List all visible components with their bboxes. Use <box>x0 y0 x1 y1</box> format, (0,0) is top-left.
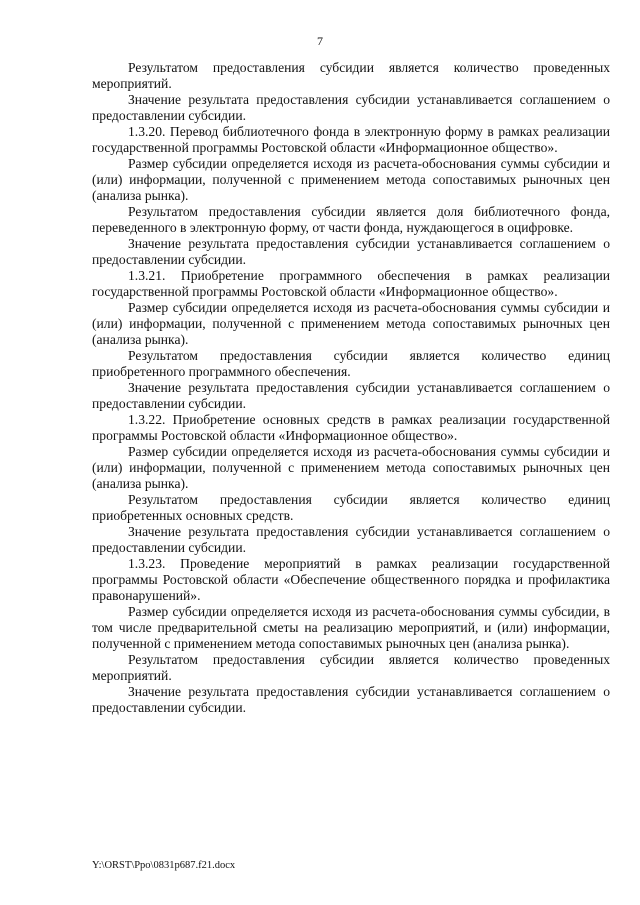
paragraph-result-value-2: Значение результата предоставления субсидии устанавливается соглашением о предоставлении субсидии. <box>92 236 610 267</box>
paragraph-result-fixed-assets: Результатом предоставления субсидии является количество единиц приобретенных основных средств. <box>92 492 610 523</box>
paragraph-section-1-3-22: 1.3.22. Приобретение основных средств в рамках реализации государственной программы Ростовской области «Информационное общество». <box>92 412 610 443</box>
paragraph-result-value-1: Значение результата предоставления субсидии устанавливается соглашением о предоставлении субсидии. <box>92 92 610 123</box>
paragraph-section-1-3-21: 1.3.21. Приобретение программного обеспечения в рамках реализации государственной программы Ростовской области «Информационное общество». <box>92 268 610 299</box>
paragraph-result-software: Результатом предоставления субсидии является количество единиц приобретенного программного обеспечения. <box>92 348 610 379</box>
paragraph-result-value-3: Значение результата предоставления субсидии устанавливается соглашением о предоставлении субсидии. <box>92 380 610 411</box>
paragraph-subsidy-size-2: Размер субсидии определяется исходя из расчета-обоснования суммы субсидии и (или) информации, полученной с применением метода сопоставимых рыночных цен (анализа рынка). <box>92 300 610 347</box>
document-body <box>92 60 610 716</box>
paragraph-result-value-5: Значение результата предоставления субсидии устанавливается соглашением о предоставлении субсидии. <box>92 684 610 715</box>
paragraph-subsidy-size-1: Размер субсидии определяется исходя из расчета-обоснования суммы субсидии и (или) информации, полученной с применением метода сопоставимых рыночных цен (анализа рынка). <box>92 156 610 203</box>
page-number: 7 <box>317 34 323 48</box>
paragraph-subsidy-size-3: Размер субсидии определяется исходя из расчета-обоснования суммы субсидии и (или) информации, полученной с применением метода сопоставимых рыночных цен (анализа рынка). <box>92 444 610 491</box>
paragraph-result-events-2: Результатом предоставления субсидии является количество проведенных мероприятий. <box>92 652 610 683</box>
paragraph-result-events-1: Результатом предоставления субсидии является количество проведенных мероприятий. <box>92 60 610 91</box>
paragraph-section-1-3-23: 1.3.23. Проведение мероприятий в рамках реализации государственной программы Ростовской области «Обеспечение общественного порядка и профилактика правонарушений». <box>92 556 610 603</box>
footer-file-path: Y:\ORST\Ppo\0831p687.f21.docx <box>92 860 236 871</box>
paragraph-result-share: Результатом предоставления субсидии является доля библиотечного фонда, переведенного в электронную форму, от части фонда, нуждающегося в оцифровке. <box>92 204 610 235</box>
paragraph-subsidy-size-4: Размер субсидии определяется исходя из расчета-обоснования суммы субсидии, в том числе предварительной сметы на реализацию мероприятий, и (или) информации, полученной с применением метода сопоставимых рыночных цен (анализа рынка). <box>92 604 610 651</box>
paragraph-result-value-4: Значение результата предоставления субсидии устанавливается соглашением о предоставлении субсидии. <box>92 524 610 555</box>
paragraph-section-1-3-20: 1.3.20. Перевод библиотечного фонда в электронную форму в рамках реализации государственной программы Ростовской области «Информационное общество». <box>92 124 610 155</box>
